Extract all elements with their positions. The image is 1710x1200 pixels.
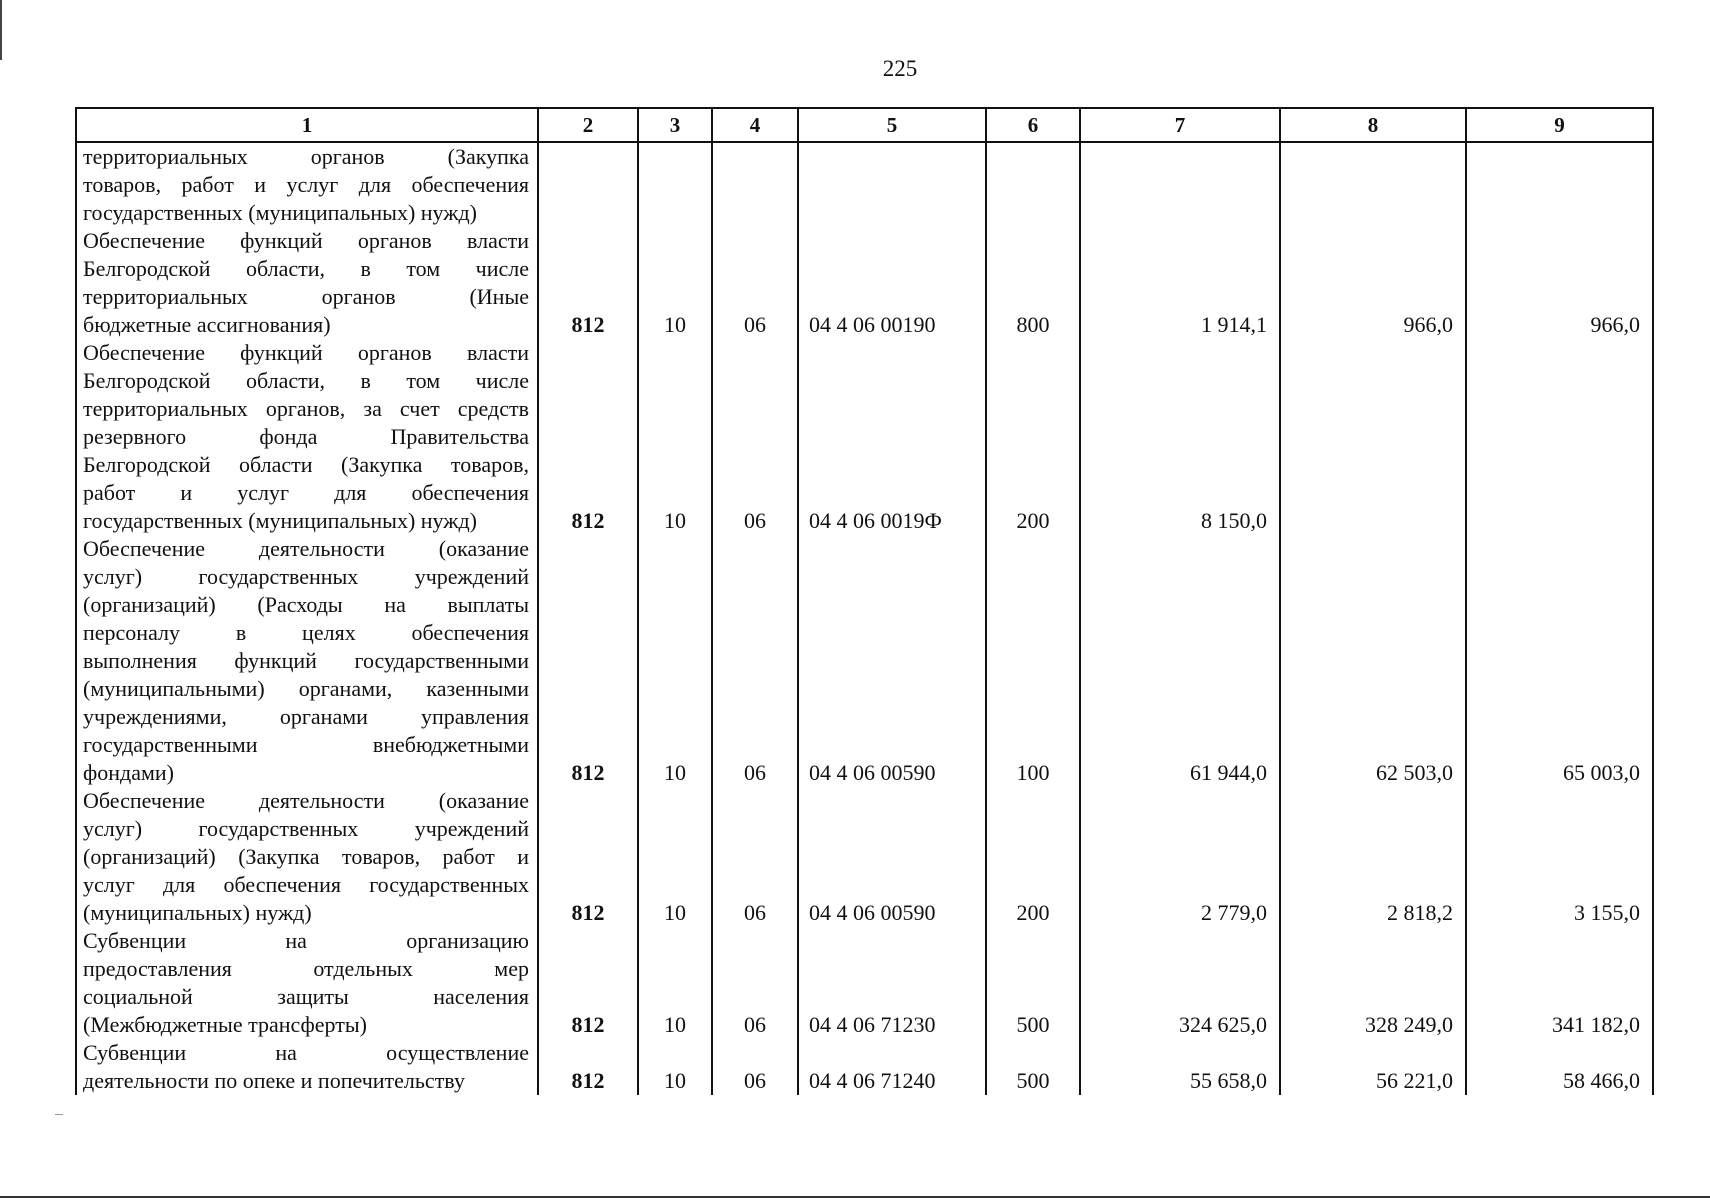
amount-col-7 bbox=[1080, 142, 1280, 227]
description-line: персоналу в целях обеспечения bbox=[83, 620, 529, 645]
expense-type-code: 500 bbox=[986, 927, 1080, 1039]
amount-col-8 bbox=[1280, 339, 1466, 535]
description-line: Субвенции на осуществление bbox=[83, 1040, 529, 1065]
amount-col-9: 341 182,0 bbox=[1466, 927, 1653, 1039]
amount-col-8: 328 249,0 bbox=[1280, 927, 1466, 1039]
row-description bbox=[76, 142, 538, 227]
target-article-code: 04 4 06 00190 bbox=[798, 227, 986, 339]
header-col-5: 5 bbox=[798, 108, 986, 142]
header-col-7: 7 bbox=[1080, 108, 1280, 142]
section-code: 10 bbox=[638, 927, 712, 1039]
subsection-code: 06 bbox=[712, 535, 798, 787]
description-line: Обеспечение деятельности (оказание bbox=[83, 788, 529, 813]
table-row bbox=[76, 142, 1653, 227]
ministry-code: 812 bbox=[538, 339, 638, 535]
header-col-6: 6 bbox=[986, 108, 1080, 142]
description-line: Субвенции на организацию bbox=[83, 928, 529, 953]
table-row bbox=[76, 227, 1653, 339]
subsection-code: 06 bbox=[712, 227, 798, 339]
expense-type-code: 100 bbox=[986, 535, 1080, 787]
description-line: резервного фонда Правительства bbox=[83, 424, 529, 449]
target-article-code bbox=[798, 142, 986, 227]
amount-col-7: 61 944,0 bbox=[1080, 535, 1280, 787]
ministry-code: 812 bbox=[538, 227, 638, 339]
description-line: Обеспечение функций органов власти bbox=[83, 228, 529, 253]
description-line: Белгородской области (Закупка товаров, bbox=[83, 452, 529, 477]
header-col-9: 9 bbox=[1466, 108, 1653, 142]
row-description bbox=[76, 227, 538, 339]
description-line: услуг) государственных учреждений bbox=[83, 816, 529, 841]
target-article-code: 04 4 06 71240 bbox=[798, 1039, 986, 1095]
ministry-code bbox=[538, 142, 638, 227]
expense-type-code: 500 bbox=[986, 1039, 1080, 1095]
subsection-code: 06 bbox=[712, 787, 798, 927]
page-left-edge bbox=[0, 0, 2, 60]
ministry-code: 812 bbox=[538, 535, 638, 787]
description-line: (Межбюджетные трансферты) bbox=[83, 1012, 367, 1037]
budget-table bbox=[75, 107, 1654, 1095]
amount-col-9: 58 466,0 bbox=[1466, 1039, 1653, 1095]
amount-col-8: 56 221,0 bbox=[1280, 1039, 1466, 1095]
amount-col-7: 324 625,0 bbox=[1080, 927, 1280, 1039]
description-line: фондами) bbox=[83, 760, 175, 785]
row-description bbox=[76, 535, 538, 787]
table-row bbox=[76, 535, 1653, 787]
row-description bbox=[76, 787, 538, 927]
section-code: 10 bbox=[638, 339, 712, 535]
description-line: работ и услуг для обеспечения bbox=[83, 480, 529, 505]
amount-col-7: 8 150,0 bbox=[1080, 339, 1280, 535]
table-row bbox=[76, 1039, 1653, 1095]
description-line: деятельности по опеке и попечительству bbox=[83, 1068, 465, 1093]
description-line: территориальных органов (Закупка bbox=[83, 144, 529, 169]
header-col-2: 2 bbox=[538, 108, 638, 142]
table-row bbox=[76, 339, 1653, 535]
section-code: 10 bbox=[638, 1039, 712, 1095]
subsection-code: 06 bbox=[712, 927, 798, 1039]
expense-type-code bbox=[986, 142, 1080, 227]
amount-col-9 bbox=[1466, 339, 1653, 535]
amount-col-8 bbox=[1280, 142, 1466, 227]
header-col-1: 1 bbox=[76, 108, 538, 142]
description-line: учреждениями, органами управления bbox=[83, 704, 529, 729]
section-code: 10 bbox=[638, 787, 712, 927]
table-row bbox=[76, 927, 1653, 1039]
ministry-code: 812 bbox=[538, 787, 638, 927]
amount-col-7: 55 658,0 bbox=[1080, 1039, 1280, 1095]
target-article-code: 04 4 06 71230 bbox=[798, 927, 986, 1039]
target-article-code: 04 4 06 00590 bbox=[798, 787, 986, 927]
page-bottom-edge bbox=[0, 1196, 1710, 1198]
table-body bbox=[76, 142, 1653, 1095]
table-row bbox=[76, 787, 1653, 927]
description-line: товаров, работ и услуг для обеспечения bbox=[83, 172, 529, 197]
section-code bbox=[638, 142, 712, 227]
row-description bbox=[76, 927, 538, 1039]
description-line: Обеспечение деятельности (оказание bbox=[83, 536, 529, 561]
amount-col-9: 65 003,0 bbox=[1466, 535, 1653, 787]
amount-col-9: 3 155,0 bbox=[1466, 787, 1653, 927]
description-line: (муниципальными) органами, казенными bbox=[83, 676, 529, 701]
amount-col-8: 966,0 bbox=[1280, 227, 1466, 339]
amount-col-9: 966,0 bbox=[1466, 227, 1653, 339]
description-line: (организаций) (Расходы на выплаты bbox=[83, 592, 529, 617]
subsection-code: 06 bbox=[712, 339, 798, 535]
ministry-code: 812 bbox=[538, 1039, 638, 1095]
page-number: 225 bbox=[882, 56, 918, 81]
description-line: услуг) государственных учреждений bbox=[83, 564, 529, 589]
expense-type-code: 200 bbox=[986, 339, 1080, 535]
amount-col-8: 2 818,2 bbox=[1280, 787, 1466, 927]
ministry-code: 812 bbox=[538, 927, 638, 1039]
description-line: Белгородской области, в том числе bbox=[83, 256, 529, 281]
header-col-8: 8 bbox=[1280, 108, 1466, 142]
description-line: (организаций) (Закупка товаров, работ и bbox=[83, 844, 529, 869]
header-col-3: 3 bbox=[638, 108, 712, 142]
description-line: Обеспечение функций органов власти bbox=[83, 340, 529, 365]
description-line: предоставления отдельных мер bbox=[83, 956, 529, 981]
description-line: социальной защиты населения bbox=[83, 984, 529, 1009]
expense-type-code: 800 bbox=[986, 227, 1080, 339]
expense-type-code: 200 bbox=[986, 787, 1080, 927]
section-code: 10 bbox=[638, 535, 712, 787]
description-line: Белгородской области, в том числе bbox=[83, 368, 529, 393]
header-row bbox=[76, 108, 1653, 142]
description-line: (муниципальных) нужд) bbox=[83, 900, 312, 925]
amount-col-8: 62 503,0 bbox=[1280, 535, 1466, 787]
description-line: услуг для обеспечения государственных bbox=[83, 872, 529, 897]
target-article-code: 04 4 06 0019Ф bbox=[798, 339, 986, 535]
description-line: государственными внебюджетными bbox=[83, 732, 529, 757]
target-article-code: 04 4 06 00590 bbox=[798, 535, 986, 787]
description-line: территориальных органов, за счет средств bbox=[83, 396, 529, 421]
amount-col-7: 1 914,1 bbox=[1080, 227, 1280, 339]
margin-mark bbox=[55, 1114, 63, 1115]
description-line: бюджетные ассигнования) bbox=[83, 312, 331, 337]
description-line: государственных (муниципальных) нужд) bbox=[83, 508, 477, 533]
header-col-4: 4 bbox=[712, 108, 798, 142]
description-line: территориальных органов (Иные bbox=[83, 284, 529, 309]
description-line: государственных (муниципальных) нужд) bbox=[83, 200, 477, 225]
section-code: 10 bbox=[638, 227, 712, 339]
subsection-code: 06 bbox=[712, 1039, 798, 1095]
row-description bbox=[76, 339, 538, 535]
description-line: выполнения функций государственными bbox=[83, 648, 529, 673]
amount-col-9 bbox=[1466, 142, 1653, 227]
subsection-code bbox=[712, 142, 798, 227]
amount-col-7: 2 779,0 bbox=[1080, 787, 1280, 927]
row-description bbox=[76, 1039, 538, 1095]
